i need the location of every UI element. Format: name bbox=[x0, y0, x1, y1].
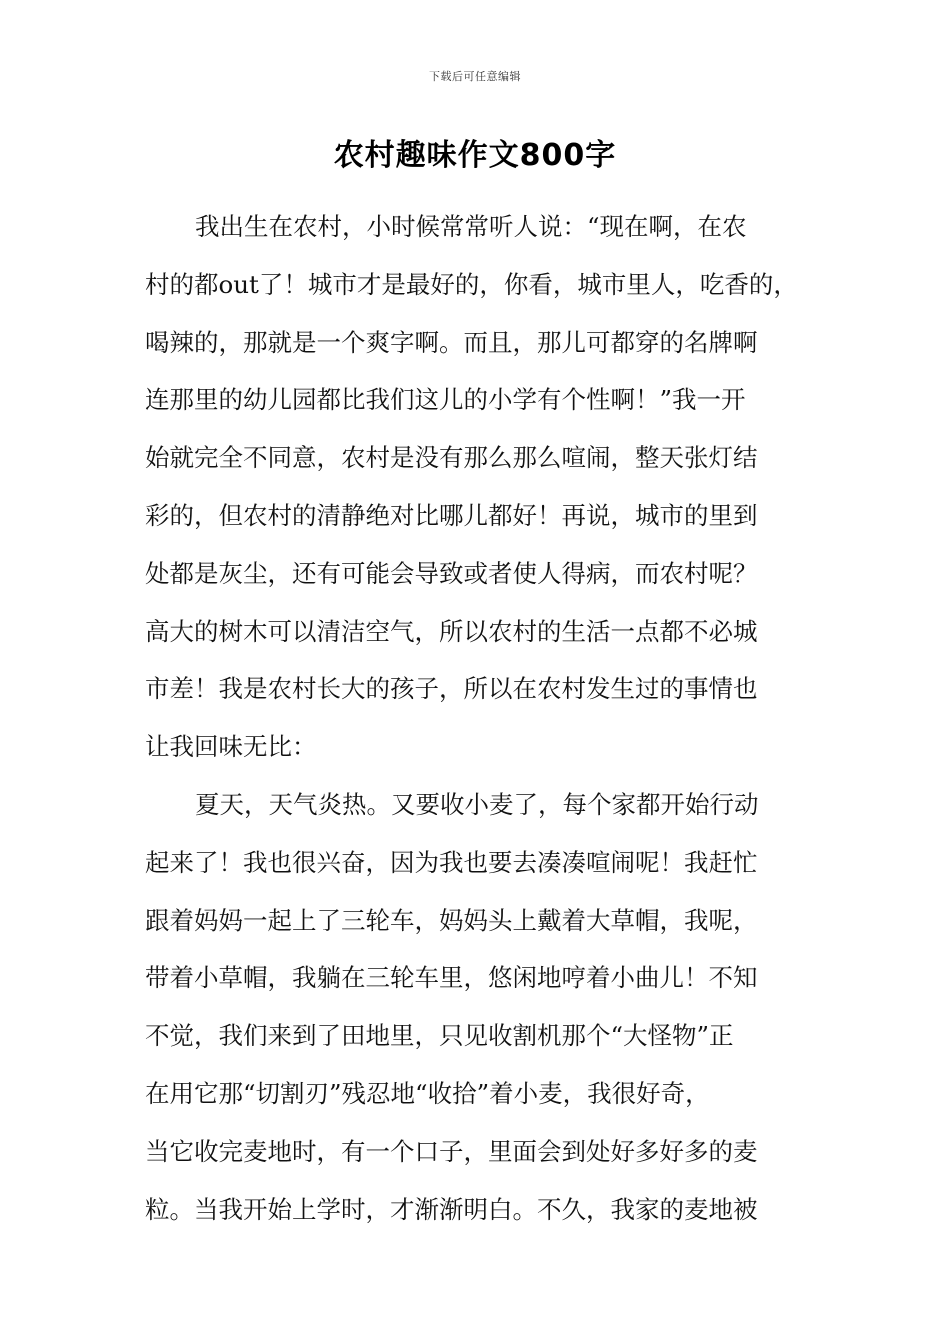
paragraph-line: 喝辣的，那就是一个爽字啊。而且，那儿可都穿的名牌啊 bbox=[145, 327, 758, 357]
paragraph-line: 彩的，但农村的清静绝对比哪儿都好！再说，城市的里到 bbox=[145, 500, 758, 530]
paragraph-line: 连那里的幼儿园都比我们这儿的小学有个性啊！”我一开 bbox=[145, 385, 746, 415]
paragraph-line: 粒。当我开始上学时，才渐渐明白。不久，我家的麦地被 bbox=[145, 1194, 758, 1224]
header-note: 下载后可任意编辑 bbox=[429, 70, 521, 83]
paragraph-1 bbox=[145, 198, 825, 776]
paragraph-line: 处都是灰尘，还有可能会导致或者使人得病，而农村呢？ bbox=[145, 558, 758, 588]
paragraph-line: 夏天，天气炎热。又要收小麦了，每个家都开始行动 bbox=[195, 789, 759, 819]
paragraph-line: 跟着妈妈一起上了三轮车，妈妈头上戴着大草帽，我呢， bbox=[145, 905, 758, 935]
paragraph-line: 带着小草帽，我躺在三轮车里，悠闲地哼着小曲儿！不知 bbox=[145, 963, 758, 993]
paragraph-line: 让我回味无比： bbox=[145, 732, 317, 762]
paragraph-line: 始就完全不同意，农村是没有那么那么喧闹，整天张灯结 bbox=[145, 443, 758, 473]
paragraph-line: 市差！我是农村长大的孩子，所以在农村发生过的事情也 bbox=[145, 674, 758, 704]
paragraph-line: 在用它那“切割刃”残忍地“收拾”着小麦，我很好奇， bbox=[145, 1078, 710, 1108]
page-title: 农村趣味作文800字 bbox=[333, 138, 617, 173]
paragraph-2 bbox=[145, 776, 825, 1238]
paragraph-line: 我出生在农村，小时候常常听人说：“现在啊，在农 bbox=[195, 212, 747, 241]
paragraph-line: 村的都out了！城市才是最好的，你看，城市里人，吃香的， bbox=[145, 269, 798, 299]
essay-body bbox=[145, 198, 825, 1238]
paragraph-line: 高大的树木可以清洁空气，所以农村的生活一点都不必城 bbox=[145, 616, 758, 646]
paragraph-line: 当它收完麦地时，有一个口子，里面会到处好多好多的麦 bbox=[145, 1136, 758, 1166]
paragraph-line: 不觉，我们来到了田地里，只见收割机那个“大怪物”正 bbox=[145, 1021, 734, 1051]
paragraph-line: 起来了！我也很兴奋，因为我也要去凑凑喧闹呢！我赶忙 bbox=[145, 847, 758, 877]
